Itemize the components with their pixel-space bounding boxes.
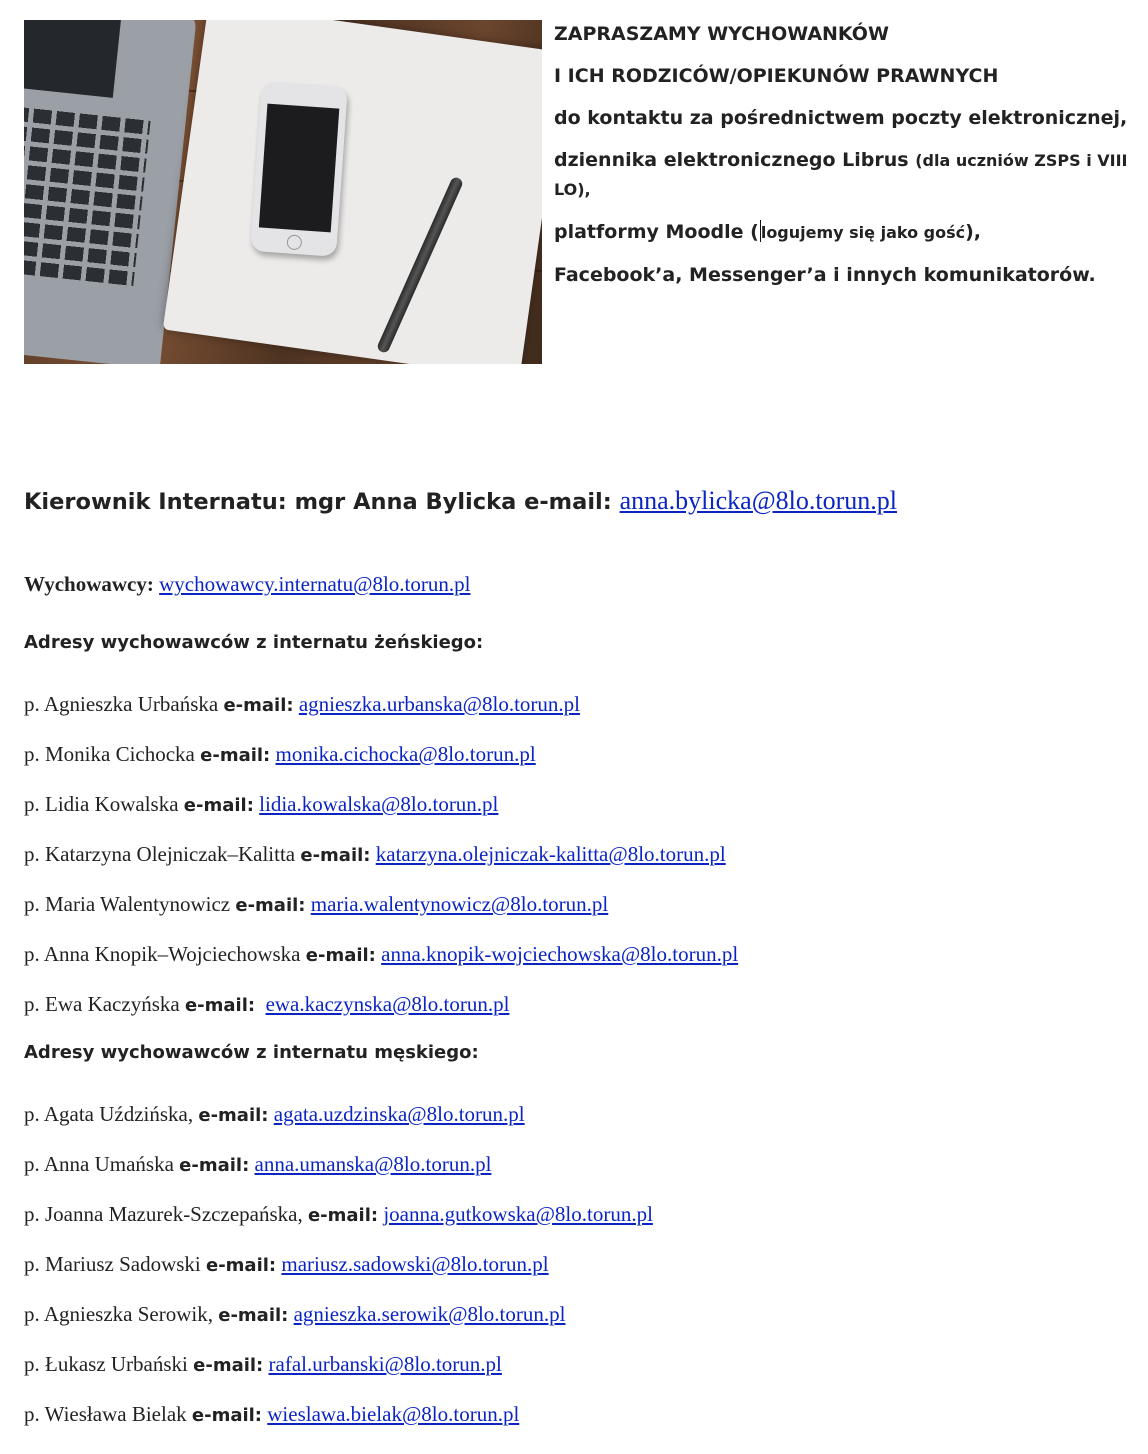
person-email-link[interactable]: ewa.kaczynska@8lo.torun.pl [265,992,510,1016]
person-name: p. Anna Knopik–Wojciechowska [24,942,306,966]
email-label: e-mail: [307,1205,379,1226]
kierownik-label: Kierownik Internatu: mgr Anna Bylicka e-mail: [24,489,612,515]
phone-illustration [250,81,348,257]
contact-row [24,942,738,967]
person-email-link[interactable]: anna.knopik-wojciechowska@8lo.torun.pl [381,942,739,966]
contact-row [24,1402,519,1427]
person-name: p. Łukasz Urbański [24,1352,194,1376]
notebook-illustration [163,20,542,364]
wychowawcy-line [24,572,470,597]
intro-line-2: I ICH RODZICÓW/OPIEKUNÓW PRAWNYCH [554,65,999,87]
contact-row [24,692,580,717]
person-email-link[interactable]: lidia.kowalska@8lo.torun.pl [259,792,499,816]
person-email-link[interactable]: mariusz.sadowski@8lo.torun.pl [281,1252,549,1276]
person-name: p. Agata Uździńska, [24,1102,199,1126]
intro-line-4-main: dziennika elektronicznego Librus [554,149,909,171]
contact-row [24,842,726,867]
intro-line-3: do kontaktu za pośrednictwem poczty elektronicznej, [554,107,1128,129]
contact-row [24,1352,502,1377]
contact-row [24,992,509,1017]
person-email-link[interactable]: agnieszka.urbanska@8lo.torun.pl [298,692,581,716]
email-label: e-mail: [191,1405,263,1426]
intro-line-5-note-a: l [760,223,767,242]
person-name: p. Agnieszka Serowik, [24,1302,219,1326]
person-email-link[interactable]: katarzyna.olejniczak-kalitta@8lo.torun.pl [375,842,726,866]
intro-line-5-main: platformy Moodle ( [554,221,759,243]
contact-row [24,792,498,817]
email-label: e-mail: [198,1105,269,1126]
person-email-link[interactable]: wieslawa.bielak@8lo.torun.pl [267,1402,520,1426]
email-label: e-mail: [300,845,371,866]
email-label: e-mail: [183,795,254,816]
intro-line-1: ZAPRASZAMY WYCHOWANKÓW [554,23,889,45]
person-email-link[interactable]: maria.walentynowicz@8lo.torun.pl [310,892,609,916]
person-name: p. Katarzyna Olejniczak–Kalitta [24,842,301,866]
person-name: p. Wiesława Bielak [24,1402,192,1426]
contact-row [24,1302,565,1327]
contact-row [24,742,536,767]
person-name: p. Anna Umańska [24,1152,180,1176]
email-label: e-mail: [200,745,271,766]
contact-row [24,1202,653,1227]
intro-text [554,20,1144,289]
email-label: e-mail: [305,945,376,966]
contact-row [24,1152,491,1177]
person-name: p. Maria Walentynowicz [24,892,236,916]
person-email-link[interactable]: agata.uzdzinska@8lo.torun.pl [273,1102,525,1126]
intro-line-5-end: ), [965,221,981,243]
email-label: e-mail: [206,1255,277,1276]
section-heading-male: Adresy wychowawców z internatu męskiego: [24,1042,479,1063]
person-name: p. Agnieszka Urbańska [24,692,224,716]
email-label: e-mail: [218,1305,289,1326]
person-name: p. Mariusz Sadowski [24,1252,206,1276]
intro-line-5-note-b: ogujemy się jako gość [766,223,966,242]
email-label: e-mail: [223,695,294,716]
person-name: p. Ewa Kaczyńska [24,992,185,1016]
person-email-link[interactable]: rafal.urbanski@8lo.torun.pl [268,1352,502,1376]
person-email-link[interactable]: monika.cichocka@8lo.torun.pl [275,742,536,766]
email-label: e-mail: [184,995,256,1016]
person-email-link[interactable]: agnieszka.serowik@8lo.torun.pl [293,1302,566,1326]
person-email-link[interactable]: joanna.gutkowska@8lo.torun.pl [383,1202,653,1226]
section-heading-female: Adresy wychowawców z internatu żeńskiego: [24,632,484,653]
email-label: e-mail: [235,895,306,916]
header-photo [24,20,542,364]
contact-row [24,1102,525,1127]
kierownik-line [24,486,897,516]
person-name: p. Joanna Mazurek-Szczepańska, [24,1202,308,1226]
contact-row [24,892,608,917]
wychowawcy-email-link[interactable]: wychowawcy.internatu@8lo.torun.pl [159,572,471,596]
intro-line-4-note: (dla uczniów ZSPS i VIII LO), [554,151,1128,199]
intro-line-4 [554,146,1144,204]
contact-row [24,1252,549,1277]
intro-line-5 [554,218,1144,247]
intro-line-6: Facebook’a, Messenger’a i innych komunikatorów. [554,264,1096,286]
person-name: p. Lidia Kowalska [24,792,184,816]
kierownik-email-link[interactable]: anna.bylicka@8lo.torun.pl [619,486,897,515]
wychowawcy-label: Wychowawcy: [24,572,154,596]
email-label: e-mail: [179,1155,250,1176]
email-label: e-mail: [193,1355,264,1376]
person-name: p. Monika Cichocka [24,742,201,766]
person-email-link[interactable]: anna.umanska@8lo.torun.pl [254,1152,492,1176]
